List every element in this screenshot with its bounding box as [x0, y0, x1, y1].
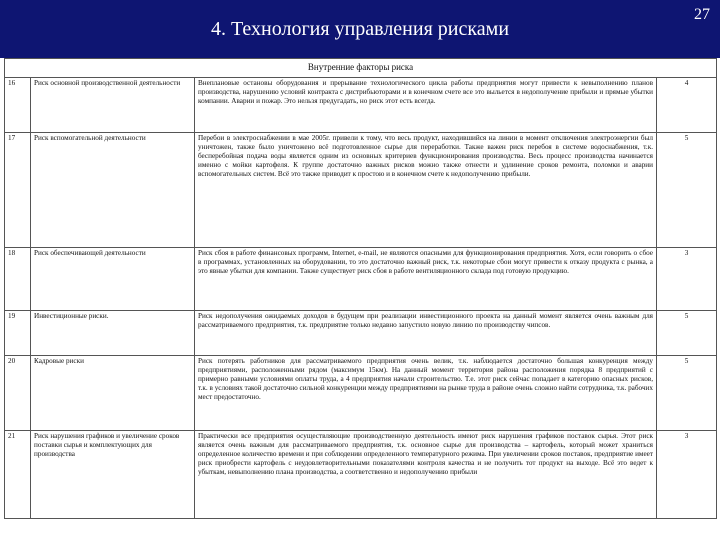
risk-score: 5	[657, 132, 717, 247]
risk-description: Внеплановые остановы оборудования и прерывание технологического цикла работы предприятия могут привести к невыполнению планов производства, нарушению условий контракта с дистрибьюторами и в конечном счете все это выльется в недополучение прибыли и прямые убытки компании. Аварии и пожар. Это нельзя предугадать, но риск этот есть всегда.	[195, 77, 657, 132]
table-row	[5, 247, 717, 310]
row-number: 20	[5, 355, 31, 430]
risk-name: Риск основной производственной деятельности	[31, 77, 195, 132]
table-row	[5, 132, 717, 247]
risk-description: Риск сбоя в работе финансовых программ, Internet, e-mail, не являются опасными для функционирования предприятия. Хотя, если говорить о сбое в программах, установленных на оборудовании, то это достаточно важный риск, т.к. некоторые сбои могут привести к отказу продукта с рынка, а это явные убытки для компании. Также существует риск сбоя в работе вентиляционного склада под готовую продукцию.	[195, 247, 657, 310]
risk-description: Практически все предприятия осуществляющие производственную деятельность имеют риск нарушения графиков поставок сырья. Этот риск является очень важным для рассматриваемого предприятия, т.к. основное сырье для производства – картофель, который может храниться определенное количество времени и при соблюдении определенного температурного режима. При увеличении сроков поставок, предприятие имеет риск приобрести картофель с неудовлетворительными показателями контроля качества и не получить тот продукт на выходе. Всё это ведет к убыткам, невыполнению плана производства, а соответственно и недополучению прибыли	[195, 430, 657, 518]
table-row	[5, 355, 717, 430]
risk-description: Перебои в электроснабжении в мае 2005г. привели к тому, что весь продукт, находившийся на линии в момент отключения электроэнергии был уничтожен, также было уничтожено всё подготовленное сырье для переработки. Также важен риск перебоя в системе водоснабжения, т.к. бесперебойная подача воды является одним из основных критериев функционирования производства. Весь процесс производства начинается именно с мойки картофеля. К группе достаточно важных рисков можно также отнести и удлинение сроков ремонта, поломки и аварии вспомогательных систем. Всё это также приводит к простою и в конечном счете к недополучению прибыли.	[195, 132, 657, 247]
table-row	[5, 77, 717, 132]
risk-score: 5	[657, 310, 717, 355]
risk-name: Кадровые риски	[31, 355, 195, 430]
risk-description: Риск потерять работников для рассматриваемого предприятия очень велик, т.к. наблюдается достаточно большая конкуренция между предприятиями, расположенными рядом (максимум 15км). На данный момент территория района расположения порядка 8 предприятий с примерно равными условиями оплаты труда, а 4 предприятия начали строительство. Т.е. этот риск сейчас попадает в категорию опасных рисков, т.к. в условиях такой достаточно сильной конкуренции между предприятиями на рынке труда в районе очень сложно найти сотрудника, т.к. рабочих мест предостаточно.	[195, 355, 657, 430]
table-caption-row	[5, 59, 717, 78]
risk-name: Риск вспомогательной деятельности	[31, 132, 195, 247]
risk-name: Риск нарушения графиков и увеличение сроков поставки сырья и комплектующих для производства	[31, 430, 195, 518]
risk-score: 3	[657, 247, 717, 310]
row-number: 16	[5, 77, 31, 132]
row-number: 17	[5, 132, 31, 247]
page-number: 27	[694, 6, 710, 23]
risk-name: Инвестиционные риски.	[31, 310, 195, 355]
table-row	[5, 310, 717, 355]
risk-table-container	[0, 58, 720, 540]
slide-header	[0, 0, 720, 58]
risk-score: 3	[657, 430, 717, 518]
row-number: 19	[5, 310, 31, 355]
table-caption: Внутренние факторы риска	[5, 59, 717, 78]
table-row	[5, 430, 717, 518]
risk-name: Риск обеспечивающей деятельности	[31, 247, 195, 310]
risk-description: Риск недополучения ожидаемых доходов в будущем при реализации инвестиционного проекта на данный момент является очень важным для рассматриваемого предприятия, т.к. предприятие только недавно запустило новую линию по производству чипсов.	[195, 310, 657, 355]
slide-title: 4. Технология управления рисками	[210, 18, 510, 40]
row-number: 18	[5, 247, 31, 310]
risk-score: 4	[657, 77, 717, 132]
risk-score: 5	[657, 355, 717, 430]
risk-table	[4, 58, 717, 519]
row-number: 21	[5, 430, 31, 518]
